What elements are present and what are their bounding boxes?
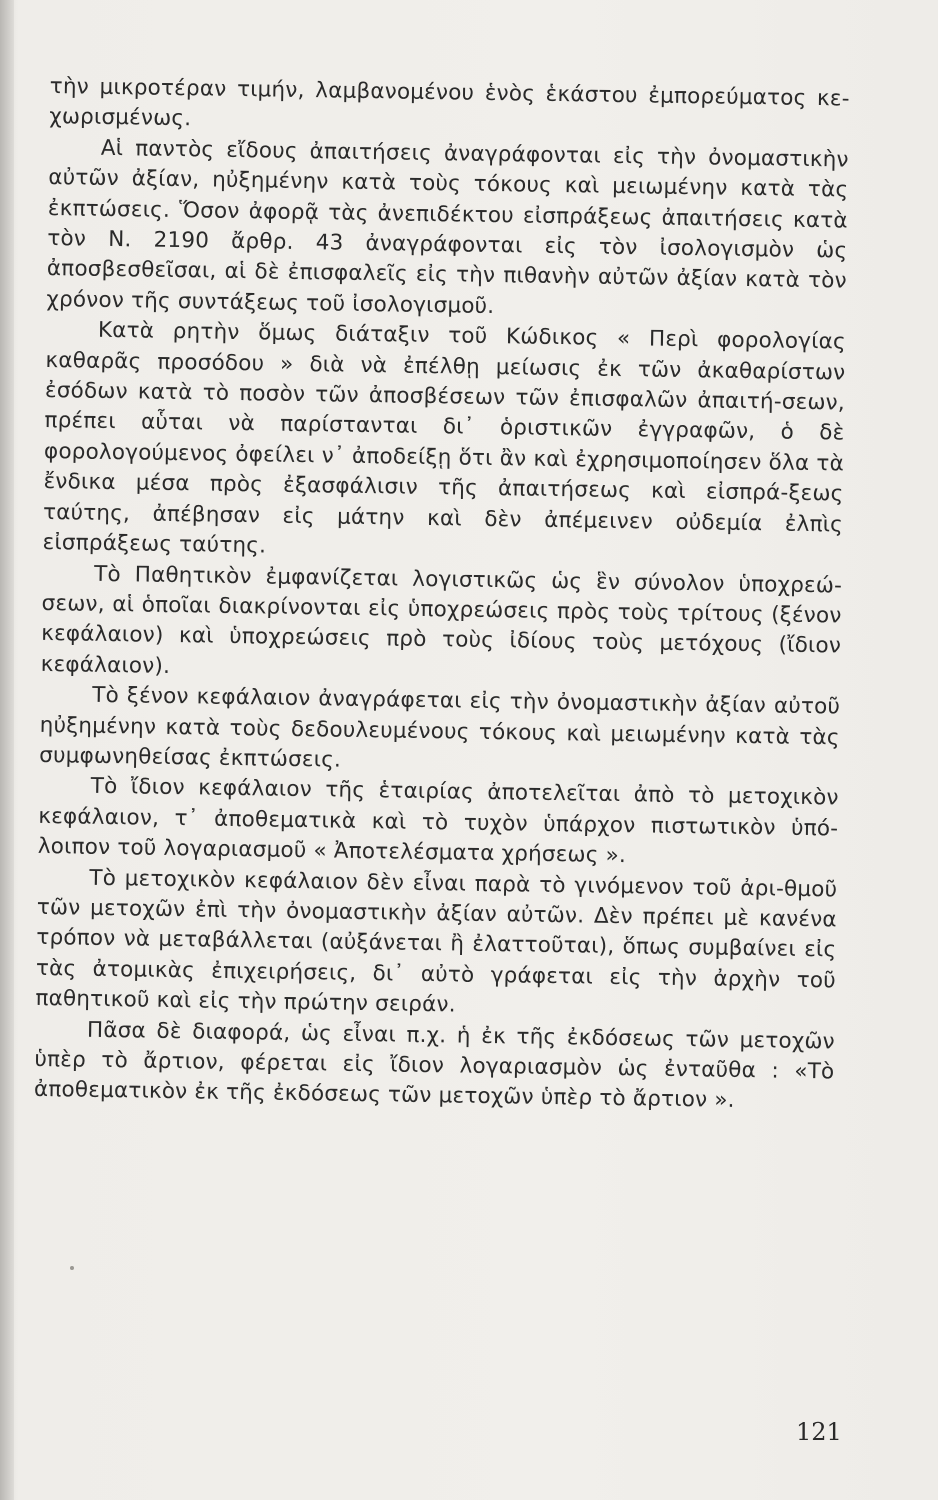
spine-shadow (0, 0, 14, 1500)
paragraph-continuation: τὴν μικροτέραν τιμήν, λαμβανομένου ἑνὸς ἑκάστου ἐμπορεύματος κε-χωρισμένως. (49, 73, 850, 132)
paragraph-foreign-capital: Τὸ ξένον κεφάλαιον ἀναγράφεται εἰς τὴν ὀνομαστικὴν ἀξίαν αὐτοῦ ηὐξημένην κατὰ τοὺς δεδουλευμένους τόκους καὶ μειωμένην κατὰ τὰς συμφωνηθείσας ἐκπτώσεις. (39, 682, 841, 773)
paragraph-share-premium: Πᾶσα δὲ διαφορά, ὡς εἶναι π.χ. ἡ ἐκ τῆς ἐκδόσεως τῶν μετοχῶν ὑπὲρ τὸ ἄρτιον, φέρεται εἰς ἴδιον λογαριασμὸν ὡς ἐνταῦθα : «Τὸ ἀποθεματικὸν ἐκ τῆς ἐκδόσεως τῶν μετοχῶν ὑπὲρ τὸ ἄρτιον ». (33, 1017, 836, 1114)
paragraph-receivables: Αἱ παντὸς εἴδους ἀπαιτήσεις ἀναγράφονται εἰς τὴν ὀνομαστικὴν αὐτῶν ἀξίαν, ηὐξημένην κατὰ τοὺς τόκους καὶ μειωμένην κατὰ τὰς ἐκπτώσεις. Ὅσον ἀφορᾷ τὰς ἀνεπιδέκτου εἰσπράξεως ἀπαιτήσεις κατὰ τὸν Ν. 2190 ἄρθρ. 43 ἀναγράφονται εἰς τὸν ἰσολογισμὸν ὡς ἀποσβεσθεῖσαι, αἱ δὲ ἐπισφαλεῖς εἰς τὴν πιθανὴν αὐτῶν ἀξίαν κατὰ τὸν χρόνον τῆς συντάξεως τοῦ ἰσολογισμοῦ. (46, 135, 849, 319)
paragraph-tax-code: Κατὰ ρητὴν ὅμως διάταξιν τοῦ Κώδικος « Περὶ φορολογίας καθαρᾶς προσόδου » διὰ νὰ ἐπέλθῃ μείωσις ἐκ τῶν ἀκαθαρίστων ἐσόδων κατὰ τὸ ποσὸν τῶν ἀποσβέσεων τῶν ἐπισφαλῶν ἀπαιτή-σεων, πρέπει αὗται νὰ παρίστανται δι᾽ ὁριστικῶν ἐγγραφῶν, ὁ δὲ φορολογούμενος ὀφείλει ν᾽ ἀποδείξῃ ὅτι ἂν καὶ ἐχρησιμοποίησεν ὅλα τὰ ἔνδικα μέσα πρὸς ἐξασφάλισιν τῆς ἀπαιτήσεως καὶ εἰσπρά-ξεως ταύτης, ἀπέβησαν εἰς μάτην καὶ δὲν ἀπέμεινεν οὐδεμία ἐλπὶς εἰσπράξεως ταύτης. (42, 318, 847, 559)
paper-speck (70, 1266, 74, 1270)
paragraph-share-capital: Τὸ μετοχικὸν κεφάλαιον δὲν εἶναι παρὰ τὸ γινόμενον τοῦ ἀρι-θμοῦ τῶν μετοχῶν ἐπὶ τὴν ὀνομαστικὴν ἀξίαν αὐτῶν. Δὲν πρέπει μὲ κανένα τρόπον νὰ μεταβάλλεται (αὐξάνεται ἢ ἐλαττοῦται), ὅπως συμβαίνει εἰς τὰς ἀτομικὰς ἐπιχειρήσεις, δι᾽ αὐτὸ γράφεται εἰς τὴν ἀρχὴν τοῦ παθητικοῦ καὶ εἰς τὴν πρώτην σειράν. (35, 865, 838, 1018)
body-text (34, 72, 850, 1118)
paragraph-liabilities: Τὸ Παθητικὸν ἐμφανίζεται λογιστικῶς ὡς ἓν σύνολον ὑποχρεώ-σεων, αἱ ὁποῖαι διακρίνονται εἰς ὑποχρεώσεις πρὸς τοὺς τρίτους (ξένον κεφάλαιον) καὶ ὑποχρεώσεις πρὸ τοὺς ἰδίους τοὺς μετόχους (ἴδιον κεφάλαιον). (40, 561, 843, 679)
page-number: 121 (796, 1418, 842, 1446)
paragraph-own-capital: Τὸ ἴδιον κεφάλαιον τῆς ἑταιρίας ἀποτελεῖται ἀπὸ τὸ μετοχικὸν κεφάλαιον, τ᾽ ἀποθεματικὰ καὶ τὸ τυχὸν ὑπάρχον πιστωτικὸν ὑπό-λοιπον τοῦ λογαριασμοῦ « Ἀποτελέσματα χρήσεως ». (37, 774, 839, 869)
